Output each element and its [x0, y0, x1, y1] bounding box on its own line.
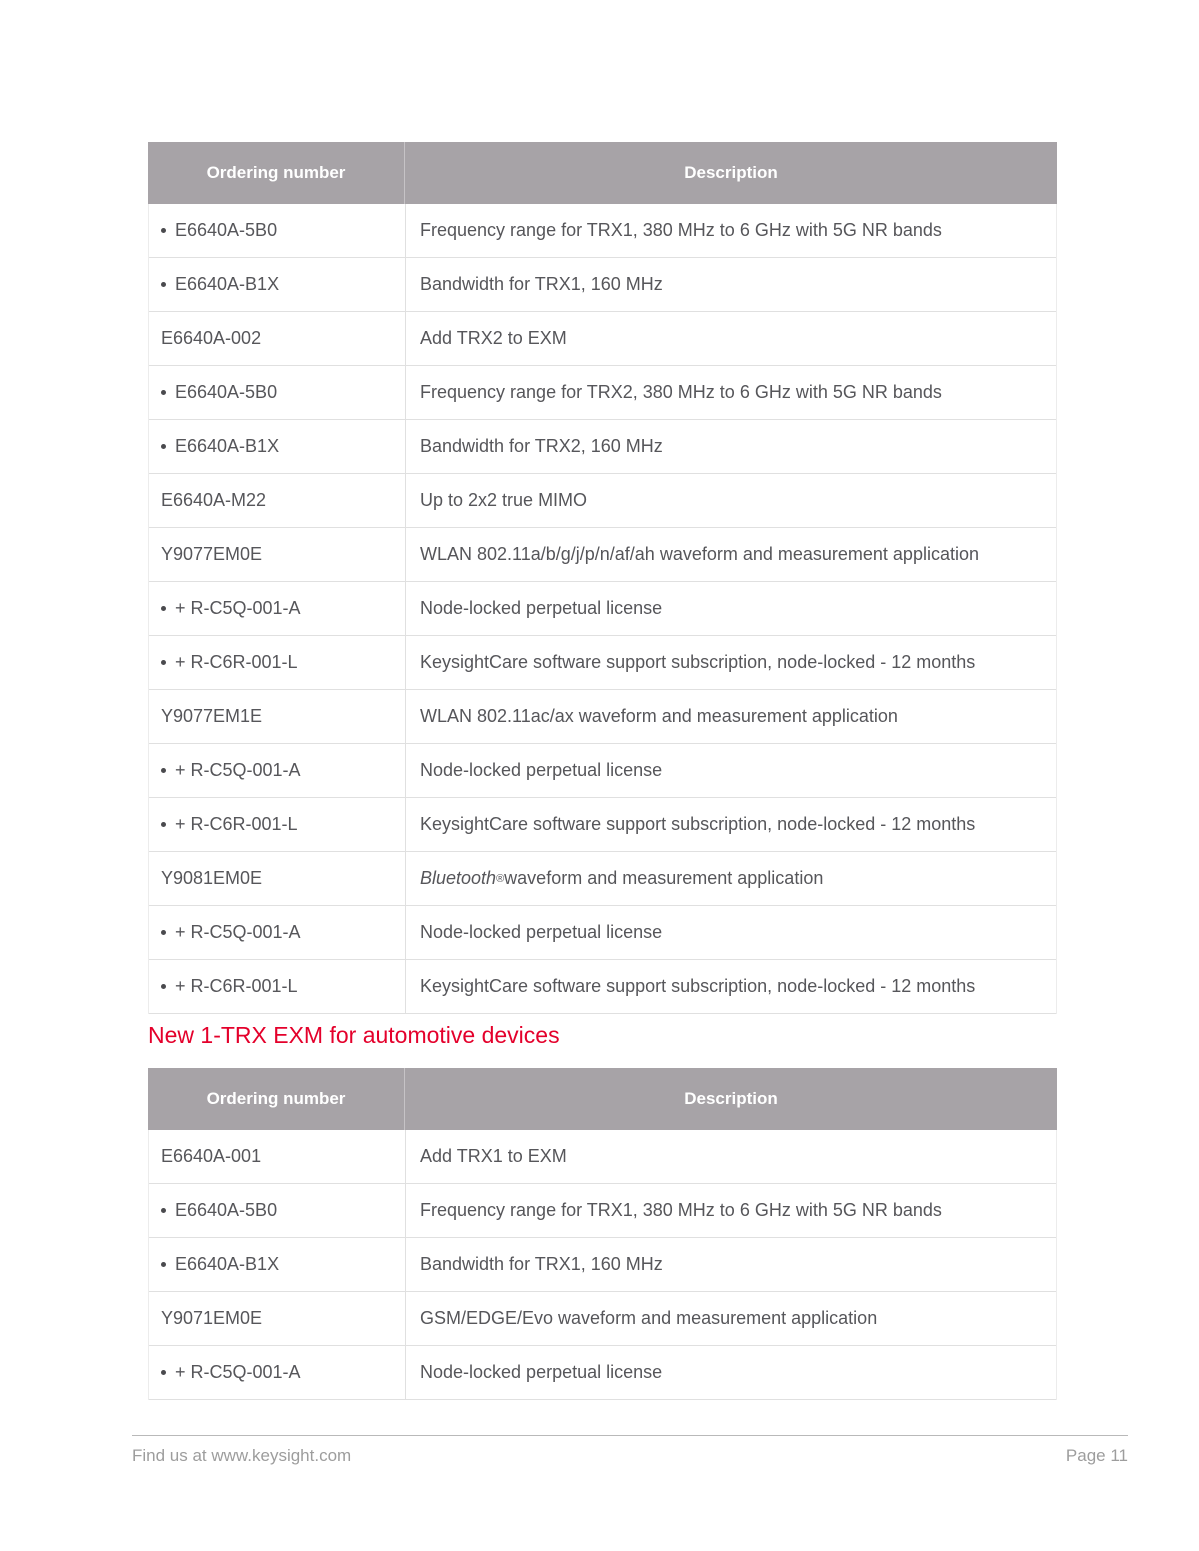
- page-footer: [132, 1435, 1128, 1466]
- ordering-number-text: E6640A-5B0: [175, 1200, 278, 1220]
- table-body: [148, 1130, 1057, 1400]
- ordering-number-cell: [149, 204, 406, 257]
- ordering-table-main: [148, 142, 1057, 1014]
- description-cell: Node-locked perpetual license: [420, 598, 663, 618]
- description-cell: WLAN 802.11a/b/g/j/p/n/af/ah waveform and measurement application: [420, 544, 979, 564]
- page-number: Page 11: [1065, 1446, 1128, 1465]
- description-cell: GSM/EDGE/Evo waveform and measurement application: [420, 1308, 878, 1328]
- description-cell: Bluetooth ® waveform and measurement application: [420, 868, 824, 888]
- ordering-number-text: E6640A-002: [161, 328, 262, 348]
- bullet-icon: [161, 1262, 166, 1267]
- bullet-icon: [161, 930, 166, 935]
- ordering-number-cell: [149, 1346, 406, 1399]
- table-row: [149, 852, 1056, 906]
- table-row: [149, 258, 1056, 312]
- description-cell: KeysightCare software support subscription, node-locked - 12 months: [420, 814, 976, 834]
- description-cell: Frequency range for TRX1, 380 MHz to 6 GHz with 5G NR bands: [420, 220, 942, 240]
- ordering-number-cell: [149, 744, 406, 797]
- table-row: [149, 312, 1056, 366]
- table-row: [149, 798, 1056, 852]
- description-segment: Bluetooth: [420, 868, 497, 888]
- table-row: [149, 474, 1056, 528]
- table-row: [149, 1346, 1056, 1400]
- ordering-number-cell: [149, 690, 406, 743]
- ordering-number-cell: [149, 1292, 406, 1345]
- ordering-number-cell: [149, 582, 406, 635]
- ordering-number-text: Y9077EM0E: [161, 544, 263, 564]
- bullet-icon: [161, 984, 166, 989]
- table-header: [148, 142, 1057, 204]
- ordering-table-automotive: [148, 1068, 1057, 1400]
- ordering-number-cell: [149, 1238, 406, 1291]
- ordering-number-text: E6640A-M22: [161, 490, 267, 510]
- table-row: [149, 1292, 1056, 1346]
- ordering-number-text: + R-C5Q-001-A: [175, 760, 301, 780]
- description-cell: KeysightCare software support subscription, node-locked - 12 months: [420, 652, 976, 672]
- ordering-number-cell: [149, 474, 406, 527]
- description-cell: Frequency range for TRX1, 380 MHz to 6 GHz with 5G NR bands: [420, 1200, 942, 1220]
- ordering-number-text: E6640A-B1X: [175, 436, 280, 456]
- table-row: [149, 1130, 1056, 1184]
- ordering-number-text: Y9071EM0E: [161, 1308, 263, 1328]
- description-cell: Add TRX2 to EXM: [420, 328, 567, 348]
- ordering-number-text: + R-C6R-001-L: [175, 814, 298, 834]
- ordering-number-text: + R-C6R-001-L: [175, 976, 298, 996]
- ordering-number-cell: [149, 528, 406, 581]
- section-heading: New 1-TRX EXM for automotive devices: [148, 1022, 560, 1048]
- ordering-number-cell: [149, 852, 406, 905]
- description-cell: Bandwidth for TRX2, 160 MHz: [420, 436, 663, 456]
- table-row: [149, 1238, 1056, 1292]
- bullet-icon: [161, 390, 166, 395]
- description-cell: Bandwidth for TRX1, 160 MHz: [420, 274, 663, 294]
- table-row: [149, 204, 1056, 258]
- ordering-number-cell: [149, 312, 406, 365]
- bullet-icon: [161, 444, 166, 449]
- ordering-number-cell: [149, 366, 406, 419]
- description-cell: Node-locked perpetual license: [420, 1362, 663, 1382]
- ordering-number-text: Y9081EM0E: [161, 868, 263, 888]
- ordering-number-text: E6640A-B1X: [175, 1254, 280, 1274]
- bullet-icon: [161, 660, 166, 665]
- description-cell: Frequency range for TRX2, 380 MHz to 6 GHz with 5G NR bands: [420, 382, 942, 402]
- ordering-number-cell: [149, 1130, 406, 1183]
- description-cell: Add TRX1 to EXM: [420, 1146, 567, 1166]
- table-row: [149, 420, 1056, 474]
- bullet-icon: [161, 1208, 166, 1213]
- table-row: [149, 528, 1056, 582]
- ordering-number-text: Y9077EM1E: [161, 706, 263, 726]
- bullet-icon: [161, 768, 166, 773]
- ordering-number-cell: [149, 1184, 406, 1237]
- ordering-number-text: E6640A-5B0: [175, 220, 278, 240]
- ordering-number-text: E6640A-B1X: [175, 274, 280, 294]
- column-header-ordering-number: Ordering number: [148, 1068, 405, 1130]
- footer-link[interactable]: Find us at www.keysight.com: [132, 1446, 352, 1465]
- bullet-icon: [161, 606, 166, 611]
- table-row: [149, 690, 1056, 744]
- table-row: [149, 1184, 1056, 1238]
- ordering-number-text: + R-C6R-001-L: [175, 652, 298, 672]
- ordering-number-text: E6640A-001: [161, 1146, 262, 1166]
- ordering-number-text: + R-C5Q-001-A: [175, 922, 301, 942]
- bullet-icon: [161, 1370, 166, 1375]
- description-cell: Node-locked perpetual license: [420, 922, 663, 942]
- table-body: [148, 204, 1057, 1014]
- ordering-number-cell: [149, 906, 406, 959]
- column-header-description: Description: [684, 1089, 778, 1108]
- table-row: [149, 906, 1056, 960]
- table-row: [149, 366, 1056, 420]
- table-header: [148, 1068, 1057, 1130]
- description-cell: Up to 2x2 true MIMO: [420, 490, 588, 510]
- ordering-number-text: + R-C5Q-001-A: [175, 1362, 301, 1382]
- ordering-number-text: E6640A-5B0: [175, 382, 278, 402]
- table-row: [149, 960, 1056, 1014]
- ordering-number-text: + R-C5Q-001-A: [175, 598, 301, 618]
- ordering-number-cell: [149, 420, 406, 473]
- column-header-description: Description: [684, 163, 778, 182]
- description-cell: KeysightCare software support subscription, node-locked - 12 months: [420, 976, 976, 996]
- column-header-ordering-number: Ordering number: [148, 142, 405, 204]
- table-row: [149, 582, 1056, 636]
- description-cell: Bandwidth for TRX1, 160 MHz: [420, 1254, 663, 1274]
- description-segment: waveform and measurement application: [504, 868, 824, 888]
- table-row: [149, 744, 1056, 798]
- bullet-icon: [161, 822, 166, 827]
- ordering-number-cell: [149, 798, 406, 851]
- ordering-number-cell: [149, 636, 406, 689]
- ordering-number-cell: [149, 258, 406, 311]
- bullet-icon: [161, 282, 166, 287]
- bullet-icon: [161, 228, 166, 233]
- description-cell: WLAN 802.11ac/ax waveform and measurement application: [420, 706, 898, 726]
- description-cell: Node-locked perpetual license: [420, 760, 663, 780]
- table-row: [149, 636, 1056, 690]
- ordering-number-cell: [149, 960, 406, 1013]
